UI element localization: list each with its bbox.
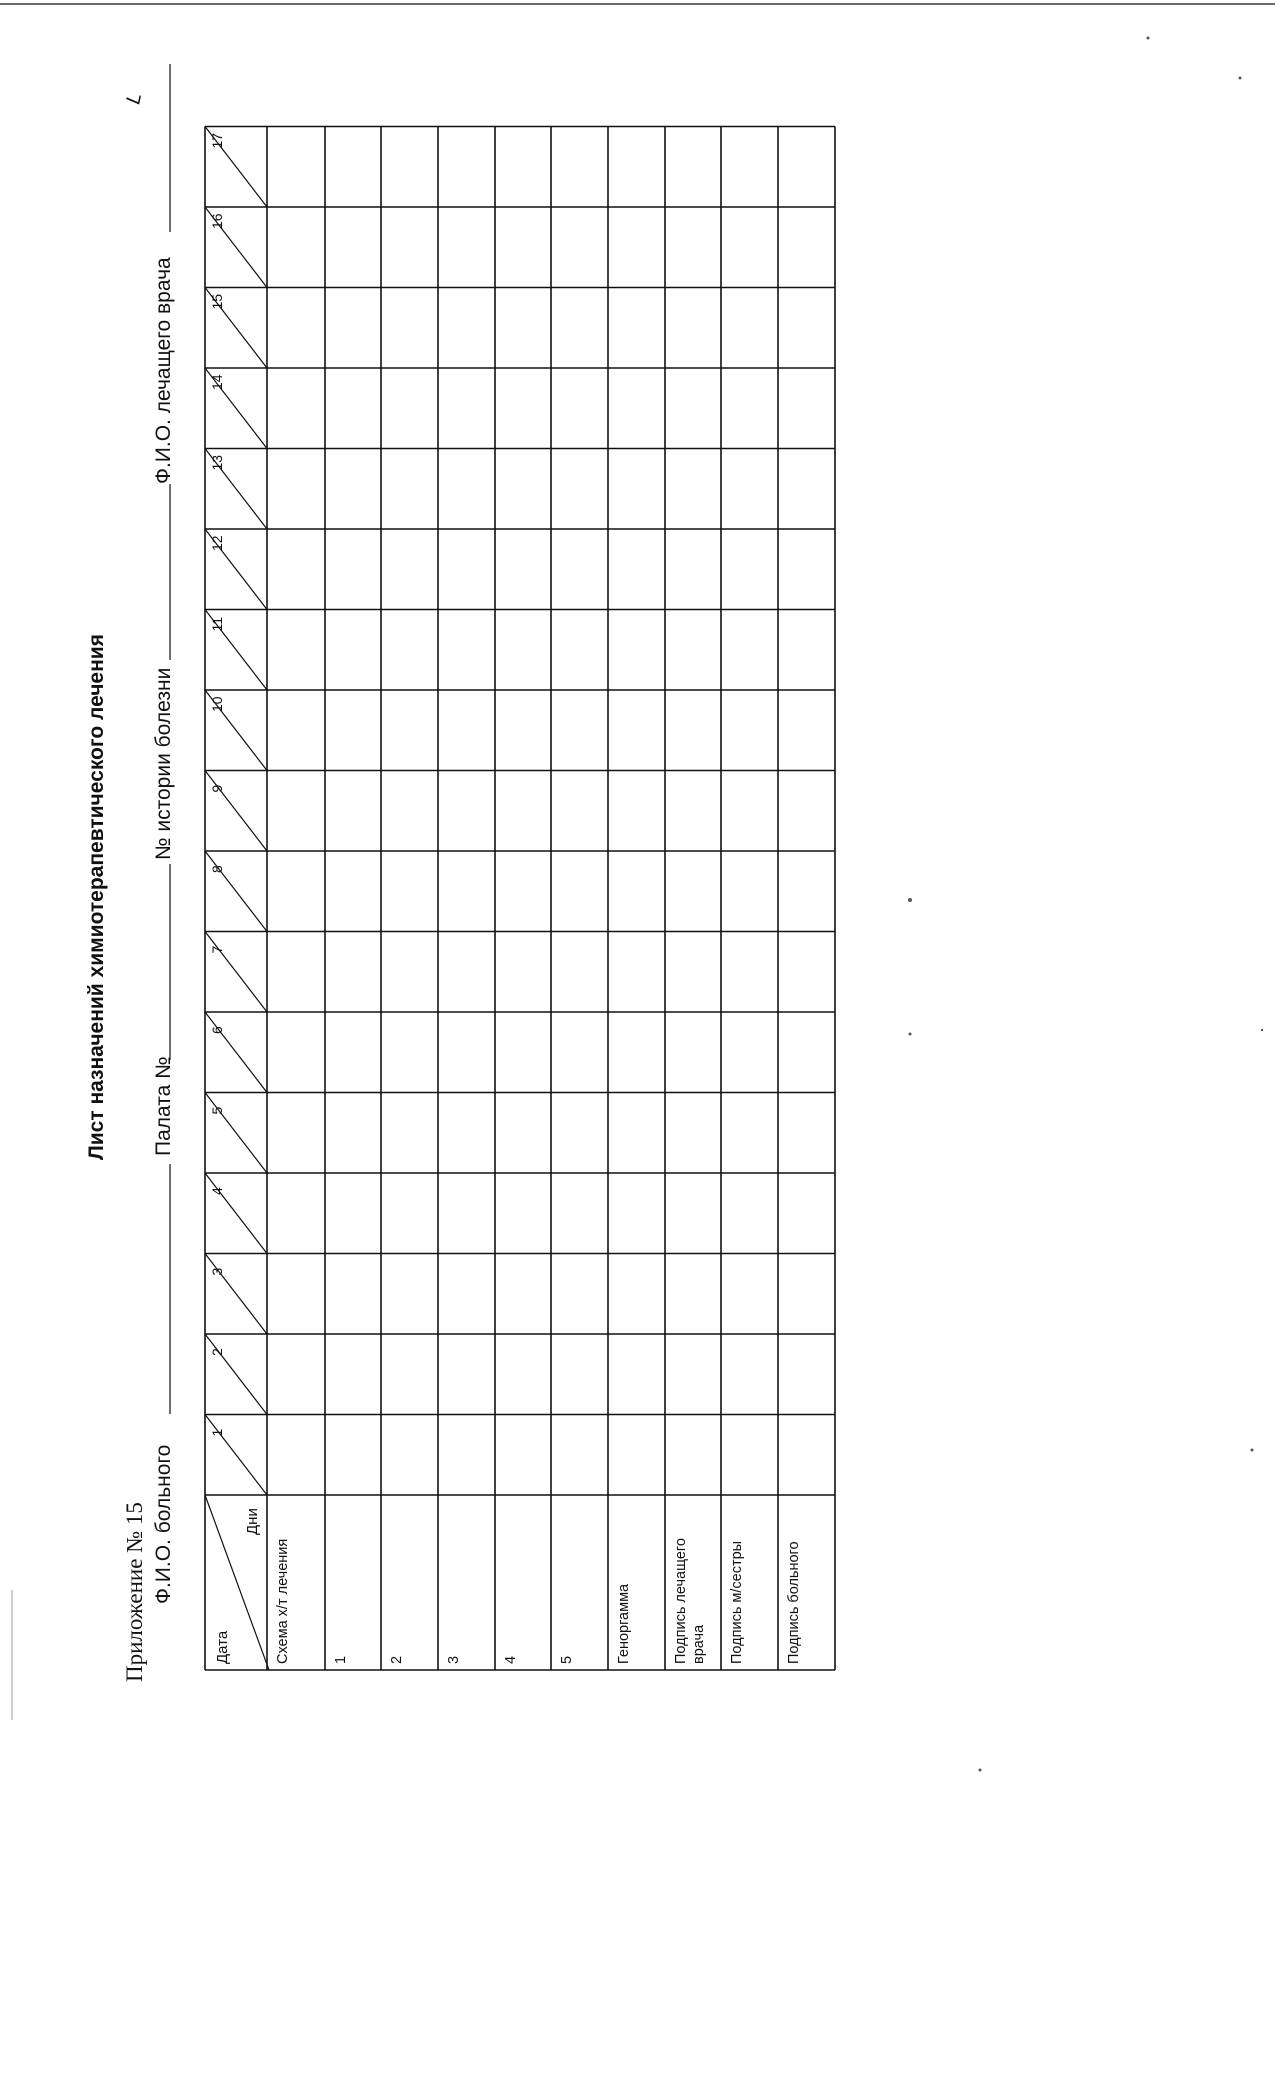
handwritten-mark: L [122, 90, 147, 107]
row-label: 4 [503, 1655, 519, 1664]
scan-speck [1251, 1449, 1254, 1452]
day-number: 17 [209, 132, 225, 149]
row-label: 5 [559, 1655, 575, 1664]
patient-name-label: Ф.И.О. больного [152, 1444, 175, 1604]
scan-speck [979, 1769, 982, 1772]
history-label: № истории болезни [152, 667, 175, 860]
day-number: 16 [209, 213, 225, 229]
day-cell-diagonal [205, 771, 267, 852]
day-number: 15 [209, 293, 225, 310]
day-number: 4 [209, 1187, 225, 1195]
day-number: 7 [209, 945, 225, 954]
day-number: 1 [209, 1428, 225, 1437]
scan-speck [1261, 1029, 1263, 1031]
row-label: 1 [333, 1655, 349, 1664]
row-label: Подпись больного [786, 1541, 802, 1664]
day-number: 3 [209, 1267, 225, 1276]
ward-label: Палата № [152, 1056, 175, 1156]
day-number: 9 [209, 784, 225, 793]
day-number: 5 [209, 1106, 225, 1115]
scan-speck [1239, 77, 1242, 80]
day-number: 14 [209, 374, 225, 390]
corner-date-label: Дата [214, 1630, 231, 1664]
chemo-schedule-table [205, 127, 835, 1671]
day-cell-diagonal [205, 932, 267, 1013]
day-cell-diagonal [205, 1012, 267, 1093]
corner-days-label: Дни [244, 1508, 261, 1535]
row-label: врача [691, 1624, 707, 1664]
day-number: 2 [209, 1348, 225, 1356]
day-cell-diagonal [205, 851, 267, 932]
day-number: 8 [209, 865, 225, 873]
scan-speck [909, 1033, 912, 1036]
row-label: Геноргамма [616, 1583, 632, 1664]
row-label: Схема х/т лечения [275, 1538, 291, 1664]
day-number: 11 [209, 616, 225, 632]
day-cell-diagonal [205, 1334, 267, 1415]
rotated-form [85, 64, 835, 1682]
row-label: Подпись м/сестры [729, 1540, 745, 1664]
day-cell-diagonal [205, 1254, 267, 1335]
day-number: 10 [209, 696, 225, 712]
day-number: 6 [209, 1026, 225, 1034]
row-label: 3 [446, 1655, 462, 1664]
appendix-label: Приложение № 15 [122, 1502, 147, 1682]
row-label: Подпись лечащего [673, 1538, 689, 1664]
scan-speck [1147, 37, 1150, 40]
day-number: 13 [209, 454, 225, 471]
scan-speck [908, 898, 912, 902]
row-label: 2 [389, 1655, 405, 1664]
day-cell-diagonal [205, 1173, 267, 1254]
day-cell-diagonal [205, 1093, 267, 1174]
doctor-label: Ф.И.О. лечащего врача [152, 257, 175, 484]
form-title: Лист назначений химиотерапевтического лечения [85, 634, 108, 1160]
day-number: 12 [209, 535, 225, 551]
day-cell-diagonal [205, 1415, 267, 1496]
